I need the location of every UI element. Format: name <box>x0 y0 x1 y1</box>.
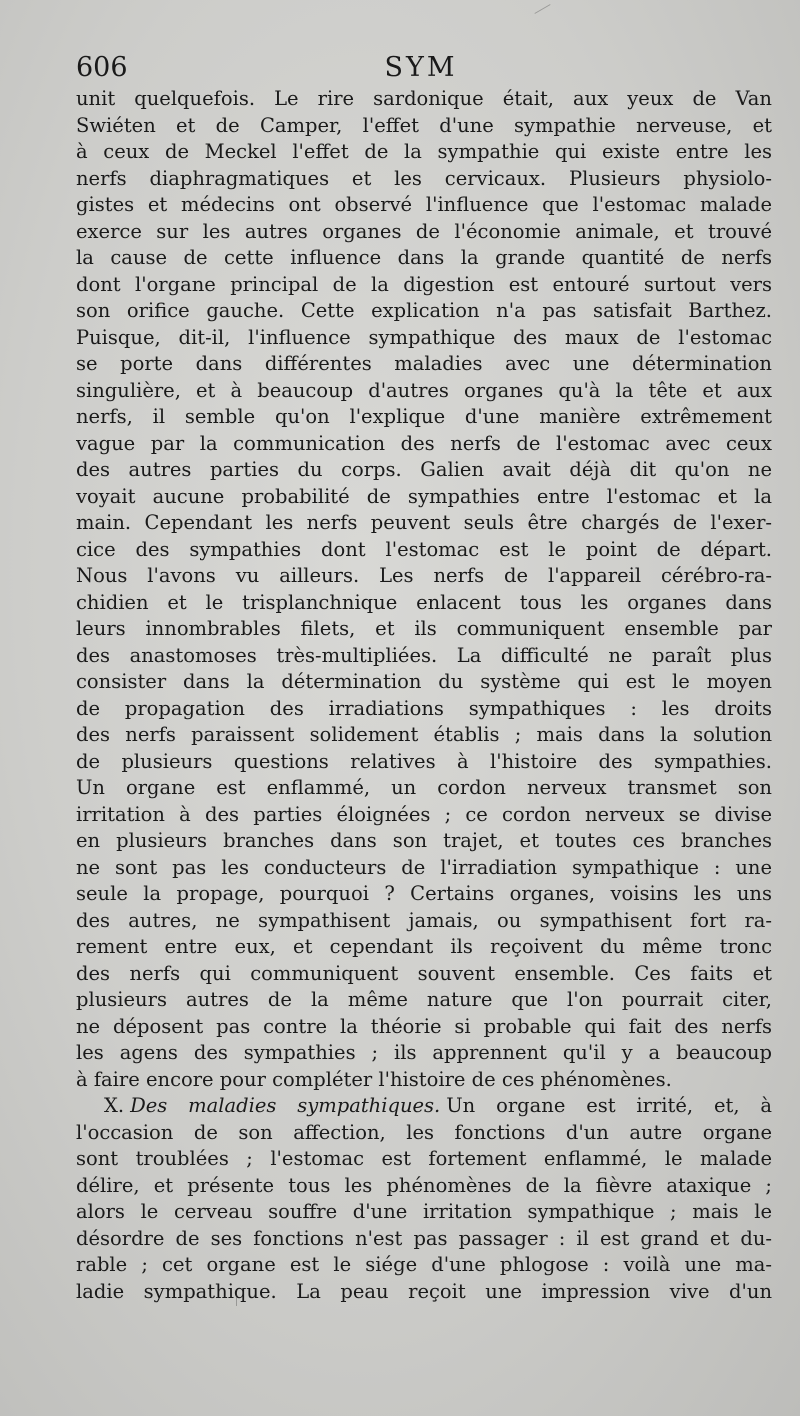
section-number: X. <box>104 1094 125 1117</box>
text-line: des nerfs paraissent solidement établis ; mais dans la solution <box>76 723 772 746</box>
page-header <box>76 52 766 84</box>
text-line: ne déposent pas contre la théorie si probable qui fait des nerfs <box>76 1014 772 1038</box>
text-line: plusieurs autres de la même nature que l'on pourrait citer, <box>76 988 772 1011</box>
text-line: désordre de ses fonctions n'est pas passager : il est grand et du- <box>76 1226 772 1250</box>
text-line: cice des sympathies dont l'estomac est le point de départ. <box>76 537 772 561</box>
text-line: Swiéten et de Camper, l'effet d'une sympathie nerveuse, et <box>76 113 772 137</box>
text-line: exerce sur les autres organes de l'économie animale, et trouvé <box>76 219 772 243</box>
text-line: chidien et le trisplanchnique enlacent tous les organes dans <box>76 590 772 614</box>
text-line: des autres parties du corps. Galien avait déjà dit qu'on ne <box>76 458 772 481</box>
page-number: 606 <box>76 52 128 83</box>
text-line: des anastomoses très-multipliées. La difficulté ne paraît plus <box>76 643 772 667</box>
text-line: gistes et médecins ont observé l'influence que l'estomac malade <box>76 193 772 216</box>
text-line: à faire encore pour compléter l'histoire de ces phénomènes. <box>76 1067 672 1091</box>
text-line: vague par la communication des nerfs de l'estomac avec ceux <box>76 431 772 455</box>
text-line: sont troublées ; l'estomac est fortement enflammé, le malade <box>76 1147 772 1170</box>
text-line: son orifice gauche. Cette explication n'a pas satisfait Barthez. <box>76 299 772 322</box>
text-line: main. Cependant les nerfs peuvent seuls être chargés de l'exer- <box>76 511 772 534</box>
text-line: ne sont pas les conducteurs de l'irradiation sympathique : une <box>76 855 772 879</box>
text-line: Puisque, dit-il, l'influence sympathique des maux de l'estomac <box>76 325 772 349</box>
text-line: délire, et présente tous les phénomènes de la fièvre ataxique ; <box>76 1173 772 1197</box>
section-heading-line <box>76 1093 772 1120</box>
text-line: alors le cerveau souffre d'une irritation sympathique ; mais le <box>76 1200 772 1223</box>
text-line: dont l'organe principal de la digestion est entouré surtout vers <box>76 272 772 296</box>
text-line: se porte dans différentes maladies avec une détermination <box>76 352 772 375</box>
text-line: voyait aucune probabilité de sympathies entre l'estomac et la <box>76 484 772 508</box>
text-line: leurs innombrables filets, et ils communiquent ensemble par <box>76 617 772 640</box>
text-line: l'occasion de son affection, les fonctions d'un autre organe <box>76 1120 772 1144</box>
text-line: rable ; cet organe est le siége d'une phlogose : voilà une ma- <box>76 1253 772 1276</box>
section-first-line-text: Un organe est irrité, et, à <box>446 1094 772 1117</box>
section-title: Des maladies sympathiques. <box>130 1094 441 1117</box>
paper-scratch-mark <box>236 1292 237 1306</box>
text-line: des autres, ne sympathisent jamais, ou sympathisent fort ra- <box>76 908 772 932</box>
text-line: ladie sympathique. La peau reçoit une impression vive d'un <box>76 1279 772 1303</box>
text-line: des nerfs qui communiquent souvent ensemble. Ces faits et <box>76 961 772 985</box>
paper-scratch-mark <box>534 4 550 14</box>
text-line: les agens des sympathies ; ils apprennent qu'il y a beaucoup <box>76 1041 772 1064</box>
text-line: de propagation des irradiations sympathiques : les droits <box>76 696 772 720</box>
text-line: rement entre eux, et cependant ils reçoivent du même tronc <box>76 935 772 958</box>
text-line: Un organe est enflammé, un cordon nerveux transmet son <box>76 776 772 799</box>
text-line: de plusieurs questions relatives à l'histoire des sympathies. <box>76 749 772 773</box>
text-line: en plusieurs branches dans son trajet, et toutes ces branches <box>76 829 772 852</box>
text-line: à ceux de Meckel l'effet de la sympathie qui existe entre les <box>76 140 772 163</box>
text-line: nerfs diaphragmatiques et les cervicaux. Plusieurs physiolo- <box>76 166 772 190</box>
body-text <box>76 86 772 1305</box>
text-line: singulière, et à beaucoup d'autres organes qu'à la tête et aux <box>76 378 772 402</box>
text-line: la cause de cette influence dans la grande quantité de nerfs <box>76 246 772 269</box>
text-line: irritation à des parties éloignées ; ce cordon nerveux se divise <box>76 802 772 826</box>
text-line: unit quelquefois. Le rire sardonique était, aux yeux de Van <box>76 87 772 110</box>
text-line: Nous l'avons vu ailleurs. Les nerfs de l'appareil cérébro-ra- <box>76 564 772 587</box>
text-line: seule la propage, pourquoi ? Certains organes, voisins les uns <box>76 882 772 905</box>
text-line: consister dans la détermination du système qui est le moyen <box>76 670 772 693</box>
text-line: nerfs, il semble qu'on l'explique d'une manière extrêmement <box>76 405 772 428</box>
running-head: SYM <box>384 52 458 83</box>
